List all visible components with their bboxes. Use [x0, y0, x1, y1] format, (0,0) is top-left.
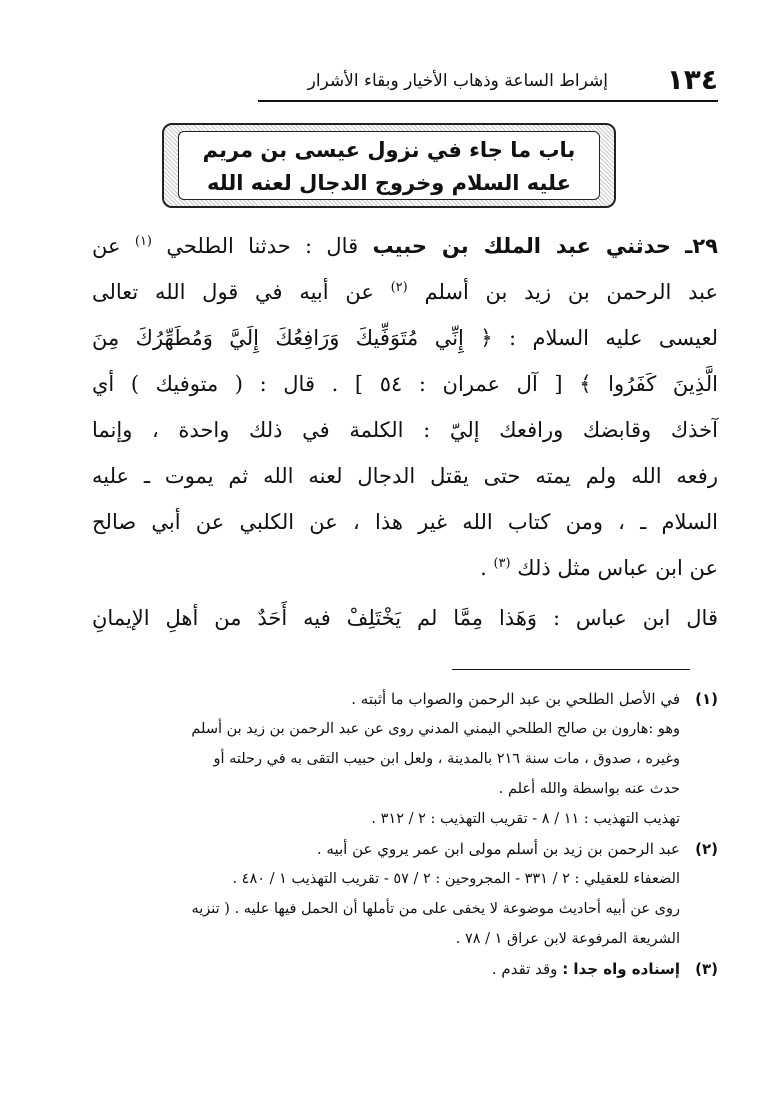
page-number: ١٣٤ — [666, 63, 718, 96]
footnotes — [92, 684, 718, 984]
footnote-ref-3: (٣) — [493, 556, 511, 571]
main-text — [92, 224, 718, 642]
footnote-divider — [452, 669, 690, 670]
footnote-ref-2: (٢) — [390, 280, 408, 295]
chapter-title-frame — [162, 123, 616, 208]
hadith-number: ٢٩ـ — [685, 234, 718, 258]
chapter-title-line-1: باب ما جاء في نزول عيسى بن مريم — [202, 138, 576, 162]
body-line-8: عن ابن عباس مثل ذلك $^{(٣)}$ . — [480, 556, 718, 580]
body-line-7: السلام ـ ، ومن كتاب الله غير هذا ، عن الكلبي عن أبي صالح — [92, 510, 718, 534]
body-line-3: لعيسى عليه السلام : ﴿ إِنِّي مُتَوَفِّيكَ وَرَافِعُكَ إِلَيَّ وَمُطَهِّرُكَ مِنَ — [92, 326, 718, 350]
body-line-4: الَّذِينَ كَفَرُوا ﴾ [ آل عمران : ٥٤ ] . قال : ( متوفيك ) أي — [92, 372, 718, 396]
header-rule — [258, 100, 718, 102]
footnote-2: (٢) عبد الرحمن بن زيد بن أسلم مولى ابن عمر يروي عن أبيه . الضعفاء للعقيلي : ٢ / ٣٣١ - المجروحين : ٢ / ٥٧ - تقريب التهذيب ١ / ٤٨٠ . روى عن أبيه أحاديث موضوعة لا يخفى على من تأملها أن الحمل فيها عليه . ( تنزيه الشريعة المرفوعة لابن عراق ١ / ٧٨ . — [92, 834, 718, 954]
body-line-9: قال ابن عباس : وَهَذا مِمَّا لم يَخْتَلِفْ فيه أَحَدٌ من أهلِ الإيمانِ — [92, 606, 718, 630]
page-header — [258, 62, 718, 102]
chapter-title — [178, 131, 600, 200]
footnote-2-number: (٢) — [695, 840, 718, 858]
body-line-5: آخذك وقابضك ورافعك إليّ : الكلمة في ذلك واحدة ، وإنما — [92, 418, 718, 442]
body-line-6: رفعه الله ولم يمته حتى يقتل الدجال لعنه الله ثم يموت ـ عليه — [92, 464, 718, 488]
footnote-1-number: (١) — [695, 690, 718, 708]
chapter-title-line-2: عليه السلام وخروج الدجال لعنه الله — [207, 171, 571, 195]
narrator-bold: حدثني عبد الملك بن حبيب — [372, 234, 671, 258]
running-title: إشراط الساعة وذهاب الأخيار وبقاء الأشرار — [307, 71, 608, 91]
footnote-3-number: (٣) — [695, 960, 718, 978]
footnote-1: (١) في الأصل الطلحي بن عبد الرحمن والصواب ما أثبته . وهو :هارون بن صالح الطلحي اليمني المدني روى عن عبد الرحمن بن زيد بن أسلم وغيره ، صدوق ، مات سنة ٢١٦ بالمدينة ، ولعل ابن حبيب التقى به في رحلته أو حدث عنه بواسطة والله أعلم . تهذيب التهذيب : ١١ / ٨ - تقريب التهذيب : ٢ / ٣١٢ . — [92, 684, 718, 834]
footnote-ref-1: (١) — [134, 234, 152, 249]
body-line-2: عبد الرحمن بن زيد بن أسلم $^{(٢)}$ عن أبيه في قول الله تعالى — [92, 280, 718, 304]
body-line-1: ٢٩ـ حدثني عبد الملك بن حبيب قال : حدثنا الطلحي $^{(١)}$ عن — [92, 234, 718, 258]
footnote-3: (٣) إسناده واه جدا : وقد تقدم . — [92, 954, 718, 984]
